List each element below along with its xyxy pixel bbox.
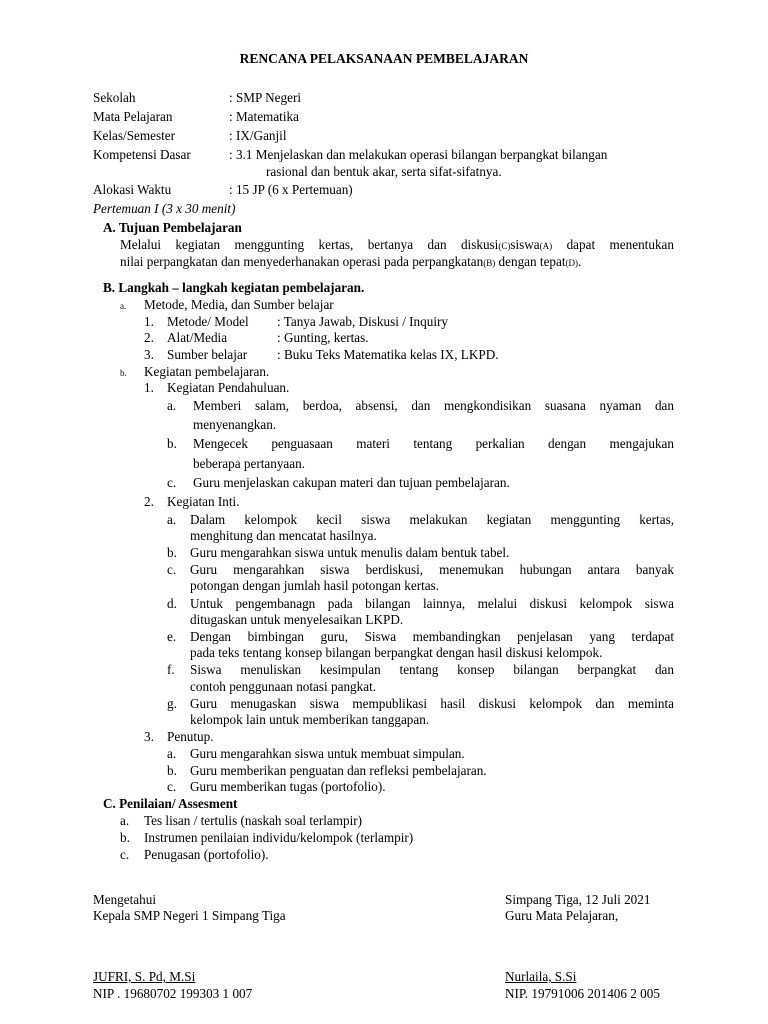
media-label: Sumber belajar	[167, 347, 248, 362]
list-item: Guru mengarahkan siswa untuk menulis dalam bentuk tabel.	[190, 545, 510, 560]
identity-label-class: Kelas/Semester	[93, 128, 176, 143]
objective-line-1	[120, 237, 674, 255]
list-item-cont: beberapa pertanyaan.	[193, 456, 306, 471]
list-item: Mengecek penguasaan materi tentang perkalian dengan mengajukan	[193, 436, 674, 451]
list-marker: f.	[167, 662, 175, 677]
identity-value-school: : SMP Negeri	[229, 90, 302, 105]
closing-heading: Penutup.	[167, 729, 214, 744]
list-marker: c.	[167, 562, 177, 577]
objective-text: dapat menentukan	[552, 237, 674, 252]
objective-text: Melalui kegiatan menggunting kertas, bertanya dan diskusi	[120, 237, 499, 252]
list-marker: a.	[167, 398, 177, 413]
list-marker: c.	[167, 475, 177, 490]
identity-value-competency-cont: rasional dan bentuk akar, serta sifat-sifatnya.	[266, 164, 502, 179]
list-marker: 2.	[144, 494, 154, 509]
list-marker: 3.	[144, 729, 154, 744]
list-item-cont: menghitung dan mencatat hasilnya.	[190, 528, 377, 543]
list-item: Dengan bimbingan guru, Siswa membandingkan penjelasan yang terdapat	[190, 629, 674, 644]
list-item: Guru memberikan tugas (portofolio).	[190, 779, 386, 794]
list-marker: b.	[120, 830, 130, 845]
list-marker: g.	[167, 696, 177, 711]
list-item: Guru memberikan penguatan dan refleksi pembelajaran.	[190, 763, 487, 778]
list-marker: b.	[120, 368, 127, 378]
list-item: Guru menjelaskan cakupan materi dan tujuan pembelajaran.	[193, 475, 510, 490]
list-marker: a.	[167, 512, 177, 527]
methods-heading: Metode, Media, dan Sumber belajar	[144, 297, 334, 312]
media-value: : Buku Teks Matematika kelas IX, LKPD.	[277, 347, 499, 362]
list-item: Tes lisan / tertulis (naskah soal terlampir)	[144, 813, 363, 828]
identity-label-subject: Mata Pelajaran	[93, 109, 173, 124]
core-heading: Kegiatan Inti.	[167, 494, 240, 509]
objective-marker-c: (C)	[498, 241, 511, 251]
signature-right-name: Nurlaila, S.Si	[505, 969, 577, 984]
identity-value-subject: : Matematika	[229, 109, 299, 124]
list-item-cont: contoh penggunaan notasi pangkat.	[190, 679, 377, 694]
objective-marker-b: (B)	[483, 258, 496, 268]
objective-text: siswa	[510, 237, 540, 252]
list-item-cont: menyenangkan.	[193, 417, 277, 432]
identity-label-school: Sekolah	[93, 90, 136, 105]
media-label: Alat/Media	[167, 330, 228, 345]
media-value: : Gunting, kertas.	[277, 330, 369, 345]
list-marker: a.	[120, 813, 130, 828]
list-marker: 1.	[144, 380, 154, 395]
identity-label-time: Alokasi Waktu	[93, 182, 172, 197]
identity-value-competency: : 3.1 Menjelaskan dan melakukan operasi bilangan berpangkat bilangan	[229, 147, 608, 162]
list-item: Siswa menuliskan kesimpulan tentang konsep bilangan berpangkat dan	[190, 662, 674, 677]
section-a-heading: A. Tujuan Pembelajaran	[103, 220, 242, 235]
objective-text: nilai perpangkatan dan menyederhanakan operasi pada perpangkatan	[120, 254, 484, 269]
list-item: Penugasan (portofolio).	[144, 847, 269, 862]
media-value: : Tanya Jawab, Diskusi / Inquiry	[277, 314, 448, 329]
objective-line-2	[120, 254, 581, 272]
list-item-cont: pada teks tentang konsep bilangan berpangkat dengan hasil diskusi kelompok.	[190, 645, 603, 660]
identity-value-class: : IX/Ganjil	[229, 128, 287, 143]
list-marker: c.	[167, 779, 177, 794]
list-marker: b.	[167, 545, 177, 560]
objective-marker-d: (D)	[565, 258, 579, 268]
objective-text: .	[578, 254, 582, 269]
list-marker: a.	[167, 746, 177, 761]
signature-right-line1: Simpang Tiga, 12 Juli 2021	[505, 892, 651, 907]
document-title: RENCANA PELAKSANAAN PEMBELAJARAN	[239, 51, 529, 66]
list-item: Guru mengarahkan siswa untuk membuat simpulan.	[190, 746, 465, 761]
identity-label-competency: Kompetensi Dasar	[93, 147, 191, 162]
list-marker: b.	[167, 763, 177, 778]
list-item-cont: ditugaskan untuk menyelesaikan LKPD.	[190, 612, 404, 627]
list-marker: b.	[167, 436, 177, 451]
list-marker: e.	[167, 629, 177, 644]
list-item: Untuk pengembanagn pada bilangan lainnya, melalui diskusi kelompok siswa	[190, 596, 674, 611]
list-marker: 2.	[144, 330, 154, 345]
activities-heading: Kegiatan pembelajaran.	[144, 364, 270, 379]
signature-right-line2: Guru Mata Pelajaran,	[505, 908, 619, 923]
section-b-heading: B. Langkah – langkah kegiatan pembelajaran.	[103, 280, 365, 295]
list-marker: 1.	[144, 314, 154, 329]
list-item-cont: kelompok lain untuk memberikan tanggapan.	[190, 712, 430, 727]
list-item: Guru menugaskan siswa mempublikasi hasil diskusi kelompok dan meminta	[190, 696, 674, 711]
signature-left-line2: Kepala SMP Negeri 1 Simpang Tiga	[93, 908, 286, 923]
meeting-label: Pertemuan I (3 x 30 menit)	[93, 201, 236, 216]
opening-heading: Kegiatan Pendahuluan.	[167, 380, 290, 395]
signature-left-nip: NIP . 19680702 199303 1 007	[93, 986, 253, 1001]
signature-left-name: JUFRI, S. Pd, M.Si	[93, 969, 196, 984]
list-marker: 3.	[144, 347, 154, 362]
signature-right-nip: NIP. 19791006 201406 2 005	[505, 986, 660, 1001]
list-item: Instrumen penilaian individu/kelompok (terlampir)	[144, 830, 414, 845]
identity-value-time: : 15 JP (6 x Pertemuan)	[229, 182, 353, 197]
section-c-heading: C. Penilaian/ Assesment	[103, 796, 238, 811]
objective-marker-a: (A)	[539, 241, 553, 251]
list-item: Guru mengarahkan siswa berdiskusi, menemukan hubungan antara banyak	[190, 562, 674, 577]
list-item: Memberi salam, berdoa, absensi, dan mengkondisikan suasana nyaman dan	[193, 398, 674, 413]
media-label: Metode/ Model	[167, 314, 249, 329]
list-item: Dalam kelompok kecil siswa melakukan kegiatan menggunting kertas,	[190, 512, 674, 527]
list-item-cont: potongan dengan jumlah hasil potongan kertas.	[190, 578, 440, 593]
list-marker: d.	[167, 596, 177, 611]
list-marker: c.	[120, 847, 130, 862]
signature-left-line1: Mengetahui	[93, 892, 156, 907]
list-marker: a.	[120, 301, 127, 311]
objective-text: dengan tepat	[495, 254, 566, 269]
